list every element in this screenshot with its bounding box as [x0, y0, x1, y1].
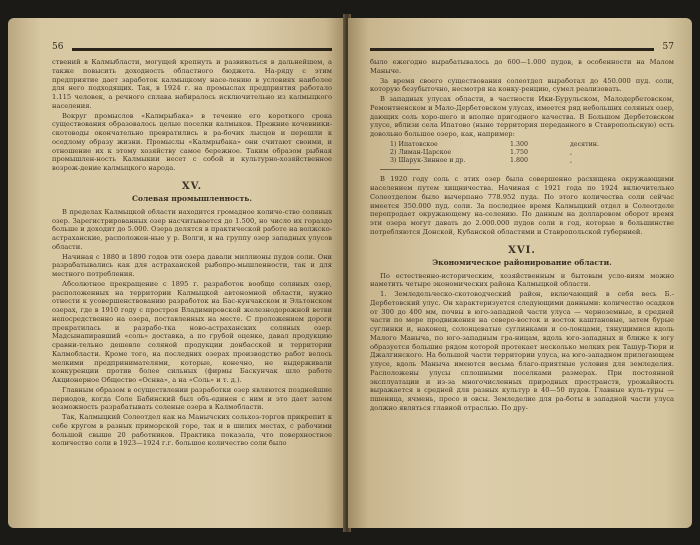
paragraph: ствений в Калмыбласти, могущей крепнуть и развиваться в дальнейшем, а также повысить доходность областного бюджета. На-ряду с этим предприятие дает заработок калмыцкому насе-лению в условиях наиболее для него подходящих. Так, в 1924 г. на промыслах предприятия работало 1.115 человек, а речного сплава набиралось исключительно из калмыцкого населения.: [52, 58, 332, 110]
left-page-header: [52, 42, 332, 58]
header-rule: [370, 48, 654, 51]
page-number: 57: [662, 42, 674, 52]
section-title: Солевая промышленность.: [131, 193, 253, 203]
lake-area: 1.800: [510, 157, 529, 165]
section-number: XVI.: [508, 244, 536, 256]
paragraph: Так, Калмыцкий Солеотдел как на Манычских сольхоз-торгов прикрепит к себе кругом в разных приморской горе, так и в шилих местах, с рабочими большой свыше 20 работников. Практика показала, что поверхностное количество соли в 1923—1924 г.г. большое количество соли было: [52, 413, 332, 448]
paragraph: Главным образом в осуществлении разработки озер являются позднейшие периодов, когда Соле Бабинский был объ-единен с ним и это дает затем возможность разрабатывать соленые озера в Калмобласти.: [52, 385, 332, 412]
paragraph: было ежегодно вырабатывалось до 600—1.000 пудов, в особенности на Малом Маныче.: [370, 58, 674, 75]
right-page-header: [370, 42, 674, 58]
page-number: 56: [52, 42, 64, 52]
lake-area: 1.750: [510, 148, 529, 156]
list-item: [390, 149, 674, 157]
area-unit: ,: [570, 148, 573, 156]
lake-area: 1.300: [510, 140, 529, 148]
header-rule: [72, 48, 332, 51]
lake-name: 1) Ипатовское: [390, 140, 438, 148]
section-number: XV.: [181, 180, 203, 192]
list-item: [390, 157, 674, 165]
area-unit: десятин.: [570, 140, 599, 148]
paragraph: В западных улусах области, в частности Ики-Бурульском, Малодербетовском, Ремонтненском и Мало-Дербетовском улусах, имеется ряд небольших соляных озер, дающих соль хоро-шего и вполне пригодного качества. В Большом Дербетовском улусе, вблизи села Ипатово (ныне территория переданного в Ставропольскую) есть довольно большое озеро, как, например:: [370, 95, 674, 138]
separator-line: [380, 169, 420, 170]
lake-name: 2) Лиман-Царское: [390, 148, 452, 156]
paragraph: Вокруг промыслов «Калмрыбака» в течение его короткого срока существования образовалось целые поселки калмыков. Прежние кочевники-скотоводы окончательно превратились в ра-бочих лысцов и перешли к оседлому образу жизни. Промыслы «Калмрыбака» они считают своими, и отношение их к этому хозяйству самое бережное. Таким образом рыбная промышлен-ность Калмыкии несет с собой и культурно-хозяйственное возрож-дение калмыцкого народа.: [52, 111, 332, 172]
section-title: Экономическое районирование области.: [432, 257, 612, 267]
paragraph: Начиная с 1880 и 1890 годов эти озера давали миллионы пудов соли. Они разрабатывались как для астраханской рыбопро-мышленности, так и для местного потребления.: [52, 252, 332, 278]
paragraph: По естественно-историческим, хозяйственным и бытовым усло-виям можно наметить четыре экономических района Калмыцкой области.: [370, 271, 674, 289]
paragraph: Абсолютное прекращение с 1895 г. разработок вообще соляных озер, расположенных на территории Калмыцкой автономной области, нужно отнести к усовершенствованию разработок на Бас-кунчакском и Эльтонском озерах, где в 1910 году с простроя Владимировской железнодорожной ветви непосредственно на озера, поставленных на месте. С проложением дороги прекратилась и разрабо-тка ново-астраханских соляных озер. Мадсынапиравший «соль» доставка, а по грубой оценке, давал продукцию сравни-тельно дешевле соляной продукции донбасской и территории Калмобласти. Кроме того, на последних озерах производство работ велось мелкими предпринимателями, которые, конечно, не выдерживали конкуренции против более сильных (фирмы Баскунчак шло работе Акционерное Общество «Оснва», а на «Соль» и т. д.).: [52, 279, 332, 384]
list-item: [390, 141, 674, 149]
left-page: [8, 18, 346, 528]
paragraph: В 1920 году соль с этих озер была совершенно расхищена окружающими населением путем хищничества. Начиная с 1921 года по 1924 включительно Солеотделом было вычерпано 778.952 пуда. По этого количества соли сейчас имеется 350.000 пуд. соли. За последнее время Калмыцкий отдел в Солеотделе перепродает окружающему на-селению. По данным на долларовом оборот время эти озера могут давать до 2.000.000 пудов соли в год, которые в большинстве потребляются Донской, Кубанской областями и Ставропольской губернией.: [370, 175, 674, 236]
right-page: [348, 18, 692, 528]
paragraph: В пределах Калмыцкой области находится громадное количе-ство соляных озер. Зарегистрированных озер насчитывается до 1.500, но число их гораздо больше и доходит до 5.000. Озера делятся в практической работе на волжско-астраханские, расположен-ные у р. Волги, и на группу озер западных улусов области.: [52, 207, 332, 251]
paragraph: 1. Земледельческо-скотоводческий район, включающий в себя весь Б.-Дербетовский улус. Он характеризуется следующими данными: количество осадков от 300 до 400 мм, почвы в юго-западной части улуса — черноземные, в средней части по мере продвижения на северо-восток и восток каштановые, затем бурые суглинки и, наконец, солонцеватые суглинками и со-лонцами, тянущимися вдоль Малого Маныча, по юго-западным гра-ницам, вдоль юго-западных и ближе к югу образуется большие рядом которой протекает несколько мелких рек Ташур-Тюри и Джалгинского. На большой части территории улуса, на юго-западном прилегающем улусе, вдоль Маныча имеются весьма благо-приятные условия для земледелия. Расположены улусы сплошными поселками размерах. При постоянной эксплуатации и из-за многочисленных природных пространств, урожайность выражается в средней для разных культур в 40—50 пудов. Главные куль-туры — пшеница, ячмень, просо и овсы. Земледелие для ра-боты в западной части улуса должно являться главной отраслью. По дру-: [370, 290, 674, 412]
area-unit: ,: [570, 157, 573, 165]
lake-list: [390, 141, 674, 166]
lake-name: 3) Шарук-Зинное и др.: [390, 157, 466, 165]
paragraph: За время своего существования солеотдел выработал до 450.000 пуд. соли, которую безубыточно, несмотря на конку-ренцию, сумел реализовать.: [370, 76, 674, 94]
